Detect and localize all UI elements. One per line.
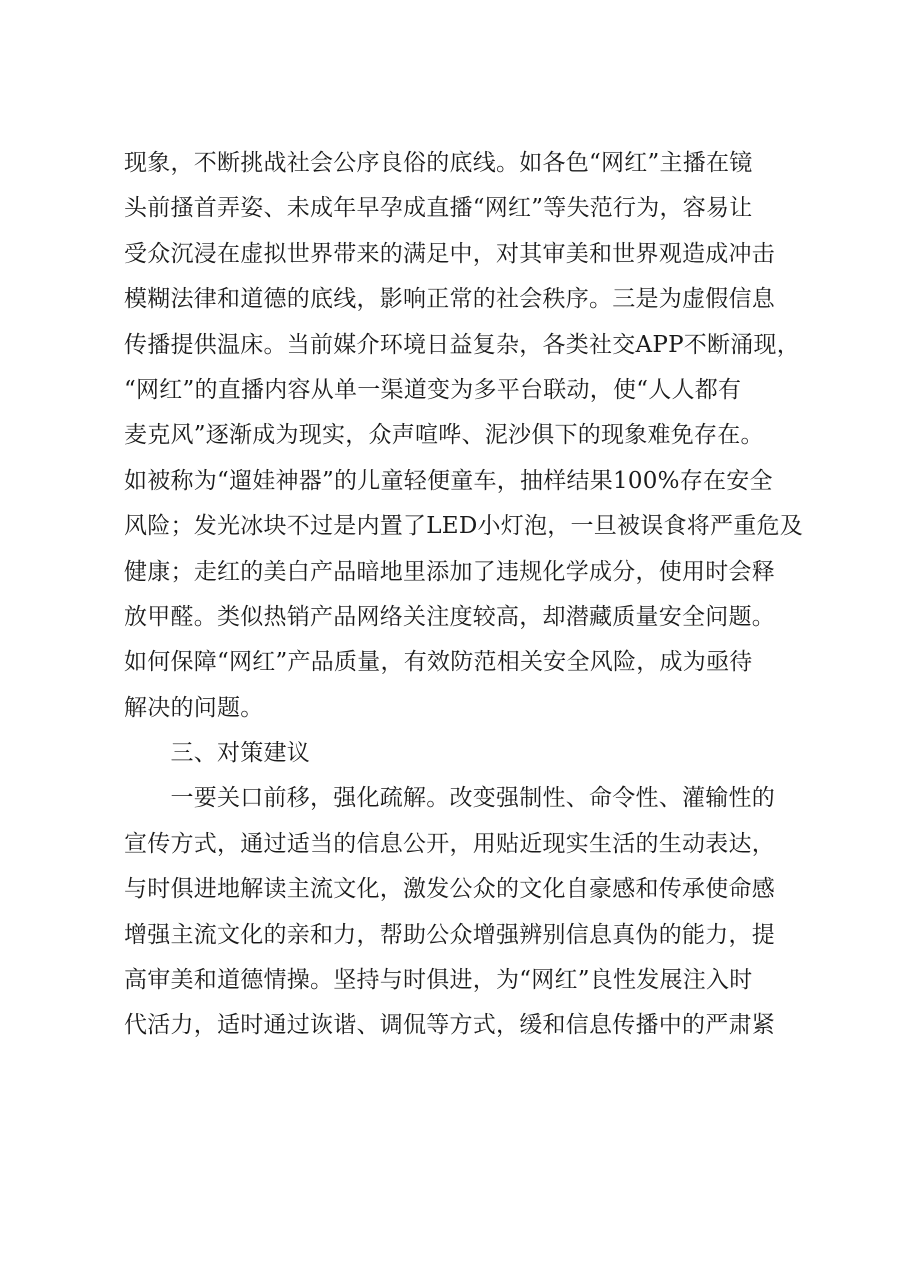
text-line: 受众沉浸在虚拟世界带来的满足中，对其审美和世界观造成冲击 — [124, 240, 775, 267]
text-line: 放甲醛。类似热销产品网络关注度较高，却潜藏质量安全问题。 — [124, 603, 775, 630]
text-line: 头前搔首弄姿、未成年早孕成直播“网红”等失范行为，容易让 — [124, 195, 753, 222]
text-line: 解决的问题。 — [124, 694, 264, 721]
text-line: 与时俱进地解读主流文化，激发公众的文化自豪感和传承使命感 — [124, 876, 775, 903]
text-line: 传播提供温床。当前媒介环境日益复杂，各类社交APP不断涌现， — [124, 331, 801, 358]
text-line: 一要关口前移，强化疏解。改变强制性、命令性、灌输性的 — [124, 785, 775, 812]
body-text — [124, 141, 814, 1049]
text-line: 现象，不断挑战社会公序良俗的底线。如各色“网红”主播在镜 — [124, 150, 753, 176]
text-line: 如被称为“遛娃神器”的儿童轻便童车，抽样结果100%存在安全 — [124, 467, 773, 494]
text-line: 风险；发光冰块不过是内置了LED小灯泡，一旦被误食将严重危及 — [124, 513, 804, 540]
text-line: “网红”的直播内容从单一渠道变为多平台联动，使“人人都有 — [124, 376, 742, 403]
text-line: 代活力，适时通过诙谐、调侃等方式，缓和信息传播中的严肃紧 — [124, 1012, 775, 1039]
text-line: 如何保障“网红”产品质量，有效防范相关安全风险，成为亟待 — [124, 649, 753, 676]
section-heading: 三、对策建议 — [124, 740, 310, 767]
text-line: 麦克风”逐渐成为现实，众声喧哗、泥沙俱下的现象难免存在。 — [124, 422, 764, 449]
text-line: 模糊法律和道德的底线，影响正常的社会秩序。三是为虚假信息 — [124, 286, 775, 313]
text-line: 高审美和道德情操。坚持与时俱进，为“网红”良性发展注入时 — [124, 967, 753, 994]
text-line: 健康；走红的美白产品暗地里添加了违规化学成分，使用时会释 — [124, 558, 775, 585]
text-line: 宣传方式，通过适当的信息公开，用贴近现实生活的生动表达， — [124, 830, 775, 857]
text-line: 增强主流文化的亲和力，帮助公众增强辨别信息真伪的能力，提 — [124, 921, 775, 948]
